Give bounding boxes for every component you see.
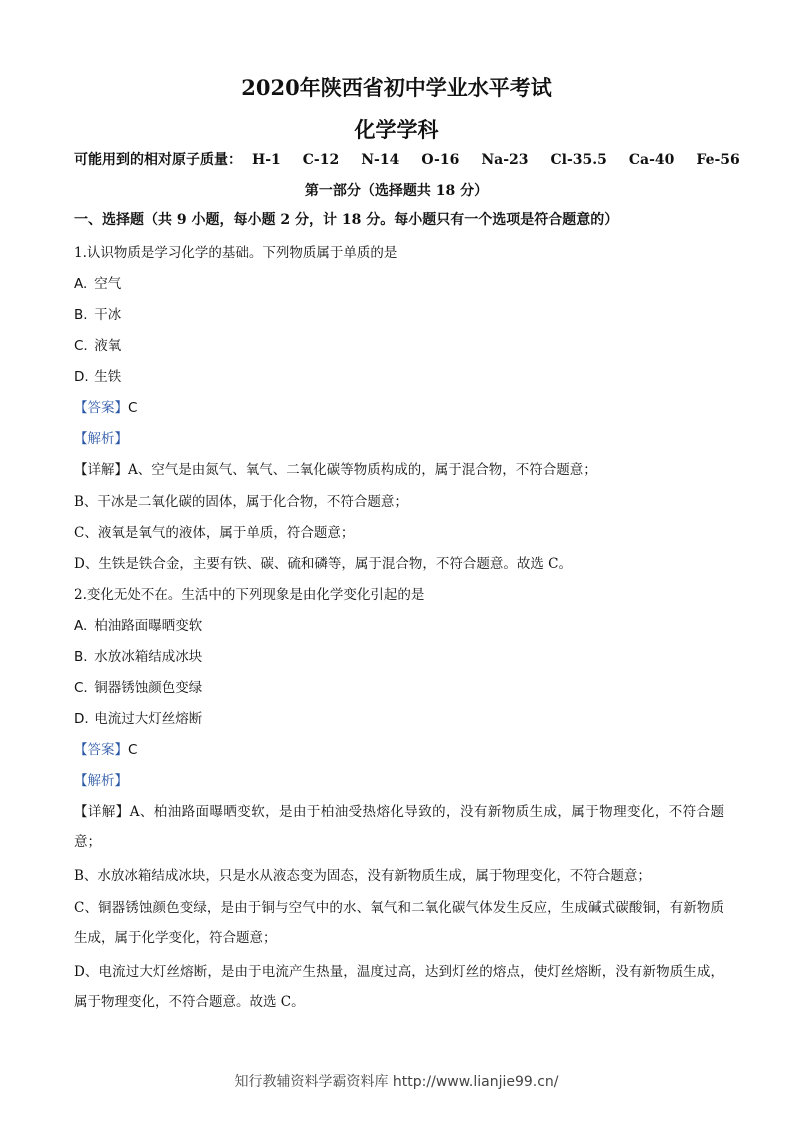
option-label: A. (74, 618, 88, 634)
option-text: 水放冰箱结成冰块 (94, 649, 203, 665)
question-2-option-a (74, 616, 202, 636)
question-2-stem: 2.变化无处不在。生活中的下列现象是由化学变化引起的是 (74, 587, 425, 603)
option-text: 液氧 (94, 338, 122, 354)
answer-value: C (128, 742, 138, 758)
exam-title: 2020年陕西省初中学业水平考试 (241, 75, 552, 100)
question-1-option-a (74, 274, 121, 294)
option-label: B. (74, 649, 88, 665)
footer-watermark: 知行教辅资料学霸资料库 http://www.lianjie99.cn/ (234, 1074, 559, 1090)
detail-tag: 【详解】 (74, 462, 128, 478)
question-2-detail-b: B、水放冰箱结成冰块，只是水从液态变为固态，没有新物质生成，属于物理变化，不符合题意； (74, 868, 651, 884)
question-1-detail-d: D、生铁是铁合金，主要有铁、碳、硫和磷等，属于混合物，不符合题意。故选 C。 (74, 556, 572, 572)
section-heading: 一、选择题（共 9 小题，每小题 2 分，计 18 分。每小题只有一个选项是符合题意的） (74, 212, 619, 228)
option-label: D. (74, 711, 89, 727)
answer-tag: 【答案】 (74, 742, 128, 758)
question-2-answer (74, 740, 137, 760)
question-1-option-b (74, 305, 121, 325)
atomic-masses-label: 可能用到的相对原子质量： (74, 152, 242, 168)
question-1-detail-a (74, 460, 597, 480)
atomic-mass: H-1 (252, 152, 281, 168)
option-text: 电流过大灯丝熔断 (94, 711, 203, 727)
atomic-mass: C-12 (302, 152, 340, 168)
atomic-mass: Fe-56 (696, 152, 740, 168)
question-2-option-d (74, 709, 202, 729)
question-1-detail-b: B、干冰是二氧化碳的固体，属于化合物，不符合题意； (74, 494, 408, 510)
option-label: C. (74, 338, 88, 354)
option-text: 空气 (94, 276, 122, 292)
answer-tag: 【答案】 (74, 400, 128, 416)
question-1-option-c (74, 336, 121, 356)
question-2-detail-c: C、铜器锈蚀颜色变绿，是由于铜与空气中的水、氧气和二氧化碳气体发生反应，生成碱式碳酸铜，有新物质生成，属于化学变化，符合题意； (74, 900, 724, 946)
atomic-masses-line (74, 150, 740, 170)
part-heading: 第一部分（选择题共 18 分） (304, 183, 489, 199)
question-1-stem: 1.认识物质是学习化学的基础。下列物质属于单质的是 (74, 245, 398, 261)
atomic-mass: N-14 (361, 152, 400, 168)
question-2-option-b (74, 647, 202, 667)
question-2-analysis-tag: 【解析】 (74, 773, 128, 789)
option-text: 柏油路面曝晒变软 (94, 618, 203, 634)
detail-text: A、柏油路面曝晒变软，是由于柏油受热熔化导致的，没有新物质生成，属于物理变化，不符合题意； (74, 804, 725, 850)
option-label: C. (74, 680, 88, 696)
option-label: D. (74, 369, 89, 385)
question-2-detail-a (74, 797, 724, 857)
atomic-mass: Cl-35.5 (550, 152, 607, 168)
option-text: 铜器锈蚀颜色变绿 (94, 680, 203, 696)
question-2-option-c (74, 678, 202, 698)
detail-text: A、空气是由氮气、氧气、二氧化碳等物质构成的，属于混合物，不符合题意； (128, 462, 597, 478)
question-1-option-d (74, 367, 121, 387)
subject-title: 化学学科 (354, 117, 439, 142)
answer-value: C (128, 400, 138, 416)
question-1-answer (74, 398, 137, 418)
option-text: 生铁 (94, 369, 122, 385)
detail-tag: 【详解】 (74, 804, 130, 820)
question-1-detail-c: C、液氧是氧气的液体，属于单质，符合题意； (74, 525, 355, 541)
atomic-mass: Ca-40 (628, 152, 675, 168)
option-text: 干冰 (94, 307, 122, 323)
option-label: A. (74, 276, 88, 292)
atomic-mass: O-16 (421, 152, 460, 168)
question-1-analysis-tag: 【解析】 (74, 431, 128, 447)
question-2-detail-d: D、电流过大灯丝熔断，是由于电流产生热量，温度过高，达到灯丝的熔点，使灯丝熔断，没有新物质生成，属于物理变化，不符合题意。故选 C。 (74, 964, 724, 1010)
atomic-mass: Na-23 (481, 152, 529, 168)
option-label: B. (74, 307, 88, 323)
